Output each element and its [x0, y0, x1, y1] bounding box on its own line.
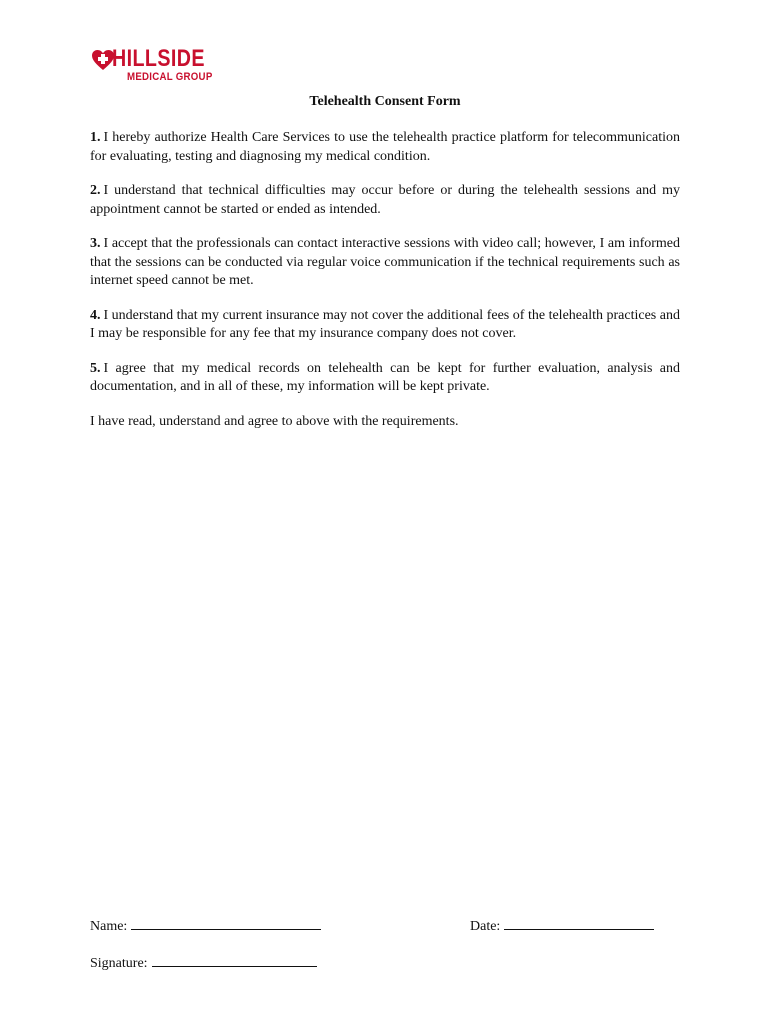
clause-text: I accept that the professionals can contact interactive sessions with video call; however, I am informed that the sessions can be conducted via regular voice communication if the technical requirements such as internet speed cannot be met.	[90, 236, 680, 288]
agreement-statement: I have read, understand and agree to above with the requirements.	[90, 413, 459, 429]
signature-label: Signature:	[90, 956, 148, 971]
clause-4	[90, 307, 680, 344]
name-field[interactable]	[90, 915, 321, 935]
form-title: Telehealth Consent Form	[309, 94, 461, 109]
clause-number: 3.	[90, 236, 101, 251]
signature-line[interactable]	[152, 952, 317, 967]
clause-3	[90, 235, 680, 291]
date-label: Date:	[470, 919, 501, 934]
clause-number: 1.	[90, 130, 101, 145]
clause-number: 5.	[90, 360, 101, 376]
signature-field[interactable]	[90, 952, 317, 972]
clause-number: 2.	[90, 183, 101, 198]
name-label: Name:	[90, 919, 128, 934]
date-field[interactable]	[470, 915, 654, 935]
form-body	[90, 129, 680, 447]
logo-brand-text: HILLSIDE	[112, 45, 205, 72]
clause-1	[90, 129, 680, 166]
hillside-logo	[91, 47, 221, 87]
clause-2	[90, 182, 680, 219]
clause-5	[90, 360, 680, 397]
clause-text: I understand that technical difficulties may occur before or during the telehealth sessions and my appointment cannot be started or ended as intended.	[90, 183, 680, 217]
logo-sub-text: MEDICAL GROUP	[127, 71, 213, 83]
name-line[interactable]	[131, 915, 321, 930]
clause-text: I understand that my current insurance may not cover the additional fees of the telehealth practices and I may be responsible for any fee that my insurance company does not cover.	[90, 307, 680, 341]
clause-text: I agree that my medical records on telehealth can be kept for further evaluation, analysis and documentation, and in all of these, my information will be kept private.	[90, 360, 680, 394]
clause-number: 4.	[90, 307, 101, 323]
date-line[interactable]	[504, 915, 654, 930]
clause-text: I hereby authorize Health Care Services to use the telehealth practice platform for telecommunication for evaluating, testing and diagnosing my medical condition.	[90, 130, 680, 164]
